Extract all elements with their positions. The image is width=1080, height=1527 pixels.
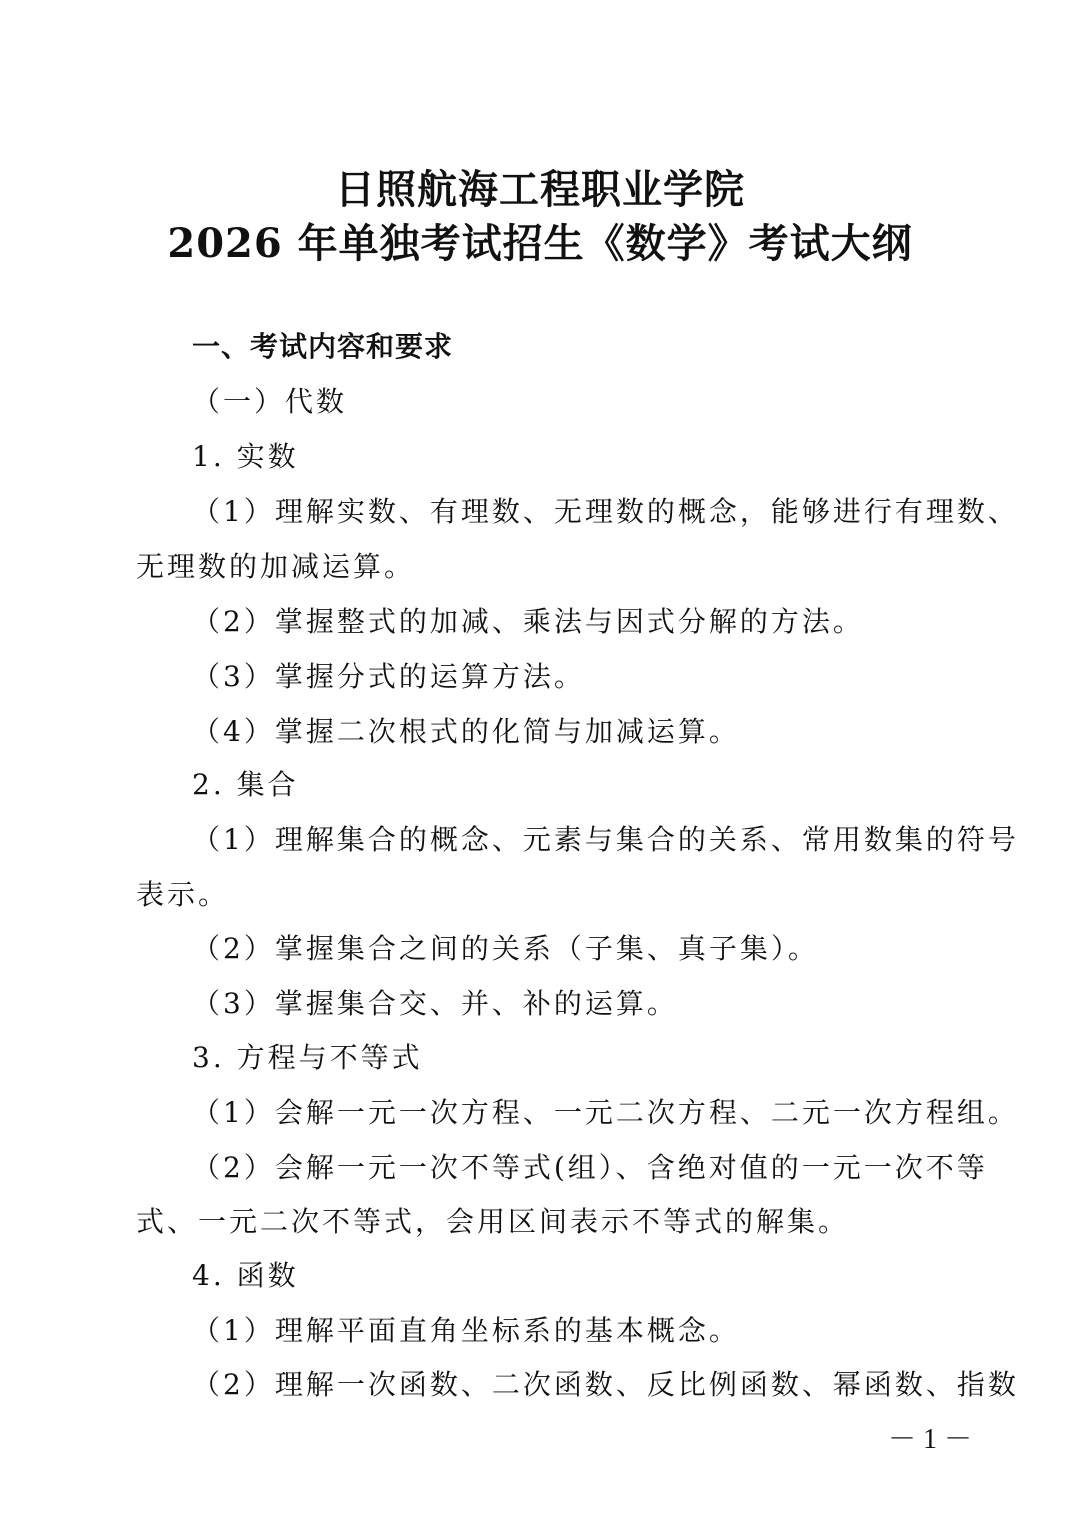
paragraph-line: 式、一元二次不等式，会用区间表示不等式的解集。 <box>136 1205 850 1238</box>
paragraph-line: （2）会解一元一次不等式(组）、含绝对值的一元一次不等 <box>192 1151 988 1184</box>
paragraph-line: （4）掌握二次根式的化简与加减运算。 <box>192 715 740 748</box>
paragraph-line: （3）掌握分式的运算方法。 <box>192 660 585 693</box>
item-heading-equations: 3. 方程与不等式 <box>192 1041 423 1074</box>
paragraph-line: （1）会解一元一次方程、一元二次方程、二元一次方程组。 <box>192 1096 1019 1129</box>
section-heading: 一、考试内容和要求 <box>192 330 454 363</box>
page-number: － 1 － <box>888 1424 973 1455</box>
paragraph-line: （2）掌握整式的加减、乘法与因式分解的方法。 <box>192 605 864 638</box>
item-heading-functions: 4. 函数 <box>192 1259 299 1292</box>
document-title-institution: 日照航海工程职业学院 <box>335 166 745 213</box>
subsection-heading: （一）代数 <box>192 385 348 418</box>
item-heading-sets: 2. 集合 <box>192 768 299 801</box>
paragraph-line: （1）理解集合的概念、元素与集合的关系、常用数集的符号 <box>192 823 1019 856</box>
paragraph-line: （2）掌握集合之间的关系（子集、真子集）。 <box>192 932 819 965</box>
paragraph-line: （1）理解实数、有理数、无理数的概念，能够进行有理数、 <box>192 495 1019 528</box>
paragraph-line: （3）掌握集合交、并、补的运算。 <box>192 987 678 1020</box>
paragraph-line: 无理数的加减运算。 <box>136 550 416 583</box>
document-title-syllabus: 2026 年单独考试招生《数学》考试大纲 <box>167 220 913 267</box>
paragraph-line: （1）理解平面直角坐标系的基本概念。 <box>192 1314 740 1347</box>
paragraph-line: （2）理解一次函数、二次函数、反比例函数、幂函数、指数 <box>192 1368 1019 1401</box>
item-heading-real-numbers: 1. 实数 <box>192 440 299 473</box>
paragraph-line: 表示。 <box>136 878 230 911</box>
